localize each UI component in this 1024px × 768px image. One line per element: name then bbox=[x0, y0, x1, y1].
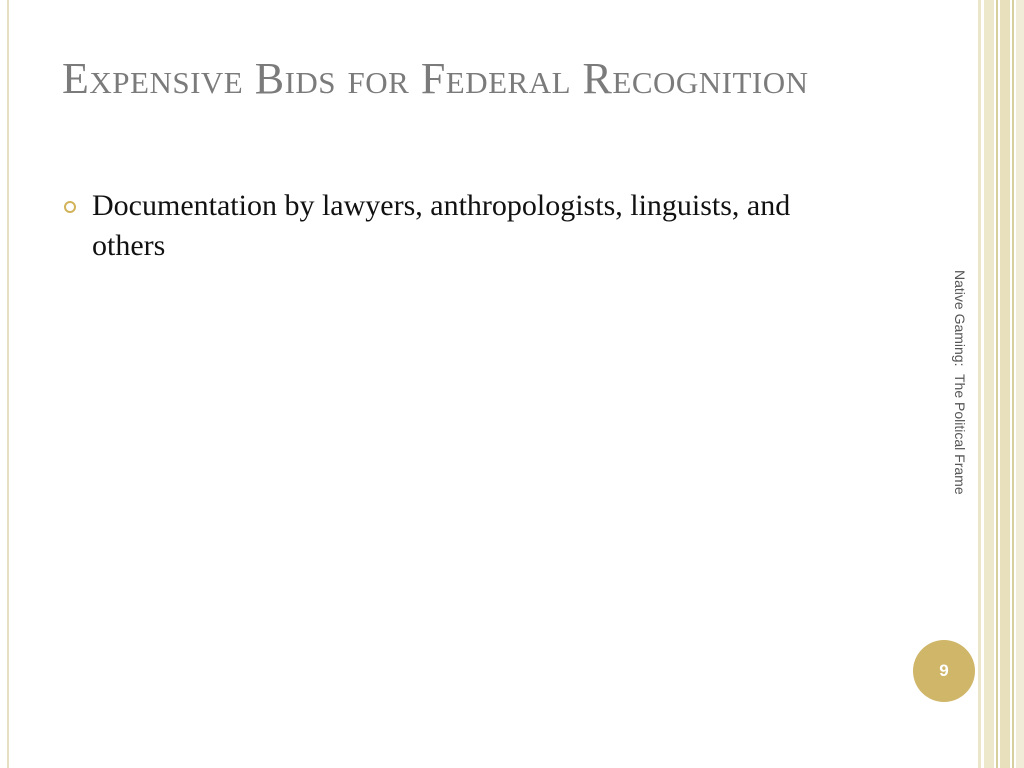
left-border-line bbox=[7, 0, 9, 768]
bullet-icon bbox=[64, 201, 76, 213]
page-number-badge: 9 bbox=[913, 640, 975, 702]
stripe bbox=[996, 0, 998, 768]
stripe bbox=[1012, 0, 1014, 768]
stripe bbox=[1000, 0, 1010, 768]
bullet-item bbox=[62, 186, 822, 266]
stripe bbox=[1016, 0, 1024, 768]
stripe bbox=[978, 0, 981, 768]
slide-content bbox=[62, 186, 822, 266]
right-decorative-stripes bbox=[978, 0, 1024, 768]
slide-title: Expensive Bids for Federal Recognition bbox=[62, 54, 809, 103]
bullet-text: Documentation by lawyers, anthropologists, linguists, and others bbox=[92, 189, 791, 262]
stripe bbox=[984, 0, 994, 768]
footer-text: Native Gaming: The Political Frame bbox=[952, 270, 968, 495]
